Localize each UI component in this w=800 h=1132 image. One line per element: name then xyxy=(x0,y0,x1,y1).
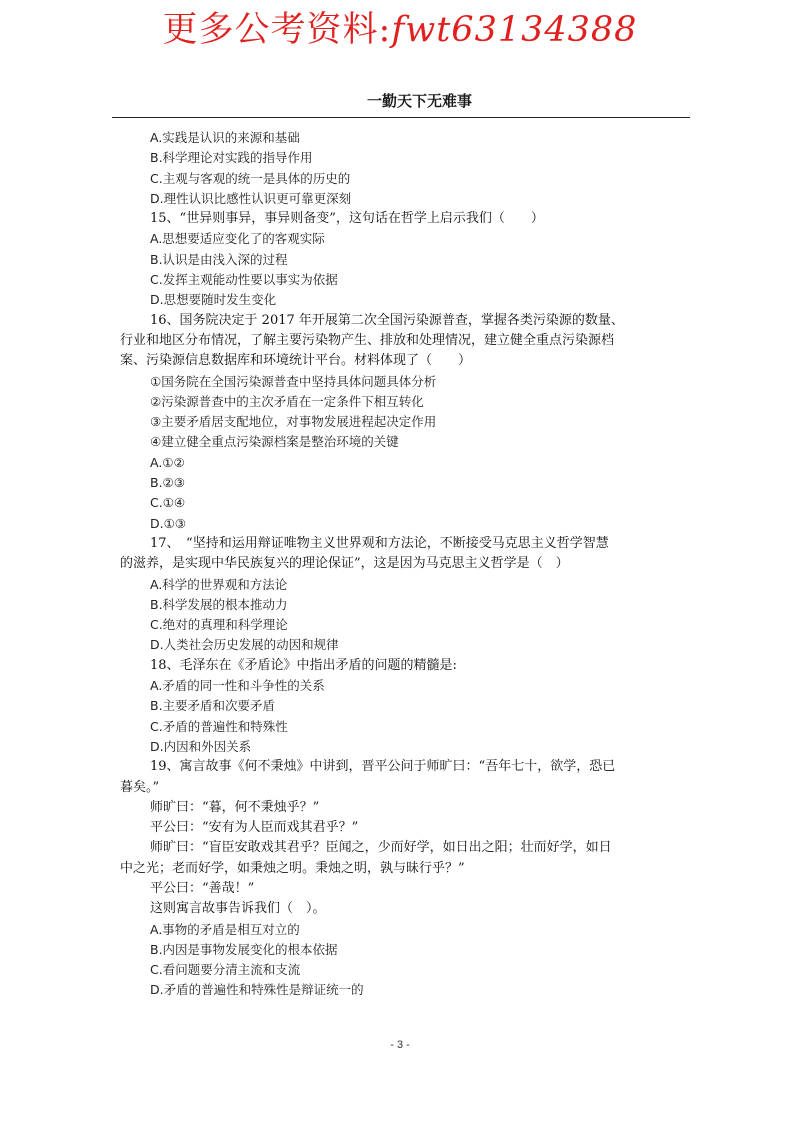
q16-statement-2: ②污染源普查中的主次矛盾在一定条件下相互转化 xyxy=(150,393,424,409)
q16-statement-1: ①国务院在全国污染源普查中坚持具体问题具体分析 xyxy=(150,373,437,389)
q18-stem: 18、毛泽东在《矛盾论》中指出矛盾的问题的精髓是: xyxy=(150,657,457,673)
q19-dialogue-2: 平公曰：“安有为人臣而戏其君乎？” xyxy=(150,820,359,836)
q14-option-d: D.理性认识比感性认识更可靠更深刻 xyxy=(150,190,352,206)
promo-banner xyxy=(0,2,800,52)
q19-option-a: A.事物的矛盾是相互对立的 xyxy=(150,921,300,937)
q18-option-a: A.矛盾的同一性和斗争性的关系 xyxy=(150,678,325,694)
q17-option-a: A.科学的世界观和方法论 xyxy=(150,576,288,592)
q14-option-b: B.科学理论对实践的指导作用 xyxy=(150,150,313,166)
q16-option-b: B.②③ xyxy=(150,475,185,491)
q19-stem-line-2: 暮矣。” xyxy=(120,779,160,795)
banner-handle: fwt63134388 xyxy=(391,10,638,50)
header-rule xyxy=(112,117,690,118)
q18-option-b: B.主要矛盾和次要矛盾 xyxy=(150,698,276,714)
q17-stem-line-1: 17、 “坚持和运用辩证唯物主义世界观和方法论，不断接受马克思主义哲学智慧 xyxy=(150,535,609,551)
q15-option-a: A.思想要适应变化了的客观实际 xyxy=(150,231,325,247)
banner-prefix: 更多公考资料: xyxy=(162,10,392,50)
q19-option-b: B.内因是事物发展变化的根本依据 xyxy=(150,941,338,957)
q16-option-c: C.①④ xyxy=(150,495,186,511)
q15-option-d: D.思想要随时发生变化 xyxy=(150,292,277,308)
q16-statement-3: ③主要矛盾居支配地位，对事物发展进程起决定作用 xyxy=(150,414,437,430)
q17-stem-line-2: 的滋养，是实现中华民族复兴的理论保证”，这是因为马克思主义哲学是（ ） xyxy=(120,556,569,572)
header-motto: 一勤天下无难事 xyxy=(367,92,473,110)
q16-stem-line-3: 案、污染源信息数据库和环境统计平台。材料体现了（ ） xyxy=(120,353,472,369)
q16-stem-line-2: 行业和地区分布情况，了解主要污染物产生、排放和处理情况，建立健全重点污染源档 xyxy=(120,332,615,348)
q19-dialogue-1: 师旷曰：“暮，何不秉烛乎？” xyxy=(150,799,320,815)
q18-option-d: D.内因和外因关系 xyxy=(150,738,252,754)
q15-option-b: B.认识是由浅入深的过程 xyxy=(150,251,288,267)
q15-stem: 15、“世异则事异，事异则备变”，这句话在哲学上启示我们（ ） xyxy=(150,211,544,227)
q19-dialogue-4: 中之光；老而好学，如秉烛之明。秉烛之明，孰与昧行乎？” xyxy=(120,860,465,876)
q16-option-d: D.①③ xyxy=(150,515,187,531)
q14-option-c: C.主观与客观的统一是具体的历史的 xyxy=(150,170,351,186)
q16-statement-4: ④建立健全重点污染源档案是整治环境的关键 xyxy=(150,434,399,450)
question-content xyxy=(120,128,690,1001)
q19-dialogue-3: 师旷曰：“盲臣安敢戏其君乎？臣闻之，少而好学，如日出之阳；壮而好学，如日 xyxy=(150,840,612,856)
q19-option-d: D.矛盾的普遍性和特殊性是辩证统一的 xyxy=(150,982,364,998)
q18-option-c: C.矛盾的普遍性和特殊性 xyxy=(150,718,288,734)
q19-dialogue-6: 这则寓言故事告诉我们（ ）。 xyxy=(150,901,326,917)
q16-option-a: A.①② xyxy=(150,454,185,470)
page-number: - 3 - xyxy=(390,1039,410,1051)
q19-stem-line-1: 19、寓言故事《何不秉烛》中讲到，晋平公问于师旷曰：“吾年七十，欲学，恐已 xyxy=(150,759,616,775)
q19-dialogue-5: 平公曰：“善哉！” xyxy=(150,880,255,896)
q17-option-c: C.绝对的真理和科学理论 xyxy=(150,617,288,633)
q19-option-c: C.看问题要分清主流和支流 xyxy=(150,962,301,978)
q15-option-c: C.发挥主观能动性要以事实为依据 xyxy=(150,272,338,288)
q16-stem-line-1: 16、国务院决定于 2017 年开展第二次全国污染源普查，掌握各类污染源的数量、 xyxy=(150,312,624,328)
q17-option-d: D.人类社会历史发展的动因和规律 xyxy=(150,637,339,653)
q14-option-a: A.实践是认识的来源和基础 xyxy=(150,130,300,145)
q17-option-b: B.科学发展的根本推动力 xyxy=(150,596,288,612)
